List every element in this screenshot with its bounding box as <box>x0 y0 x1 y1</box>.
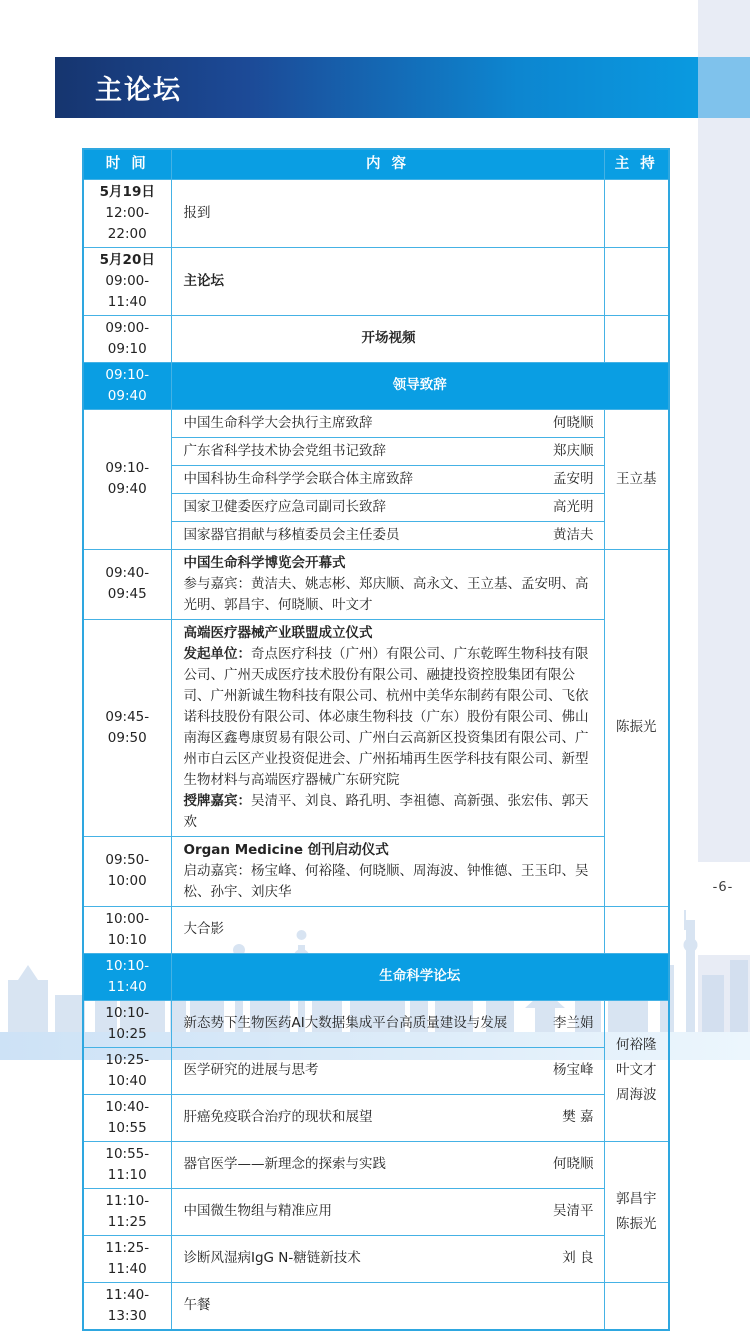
speaker-name: 郑庆顺 <box>553 442 594 459</box>
event-title: 国家器官捐献与移植委员会主任委员 <box>183 526 400 543</box>
speaker-name: 刘 良 <box>562 1250 594 1266</box>
time-cell: 09:50-10:00 <box>83 836 171 906</box>
host-cell <box>604 247 669 315</box>
page-number: -6- <box>712 880 734 895</box>
event-title: 高端医疗器械产业联盟成立仪式 <box>183 624 373 641</box>
host-name: 何裕隆 <box>616 1037 657 1053</box>
row-lunch <box>83 1282 669 1330</box>
content-cell: 大合影 <box>171 906 604 953</box>
time-cell: 10:55-11:10 <box>83 1141 171 1188</box>
host-name: 周海波 <box>616 1087 657 1103</box>
talk-title: 医学研究的进展与思考 <box>183 1062 319 1078</box>
row-talk <box>83 1047 669 1094</box>
event-title: 国家卫健委医疗应急司副司长致辞 <box>183 498 386 515</box>
speaker-name: 高光明 <box>553 498 594 515</box>
content-cell <box>171 409 604 437</box>
time-cell: 11:40-13:30 <box>83 1282 171 1330</box>
guest-names: 黄洁夫、姚志彬、郑庆顺、高永文、王立基、孟安明、高光明、郭昌宇、何晓顺、叶文才 <box>183 575 589 613</box>
content-cell <box>171 836 604 906</box>
row-talk <box>83 1000 669 1047</box>
initiator-names: 奇点医疗科技（广州）有限公司、广东乾晖生物科技有限公司、广州天成医疗技术股份有限公司、融捷投资控股集团有限公司、广州新诚生物科技有限公司、杭州中美华东制药有限公司、飞依诺科技股份有限公司、体必康生物科技（广东）股份有限公司、佛山南海区鑫粤康贸易有限公司、广州白云高新区投资集团有限公司、广州市白云区产业投资促进会、广州拓埔再生医学科技有限公司、新型生物材料与高端医疗器械广东研究院 <box>183 645 589 788</box>
time-cell: 10:40-10:55 <box>83 1094 171 1141</box>
row-expo-opening <box>83 549 669 619</box>
host-cell: 王立基 <box>604 409 669 549</box>
time-label: 09:00-11:40 <box>105 272 150 310</box>
content-cell <box>171 549 604 619</box>
content-cell <box>171 1235 604 1282</box>
host-header-cell: 主 持 <box>604 149 669 179</box>
section-title: 生命科学论坛 <box>171 953 669 1000</box>
initiators-label: 发起单位： <box>183 645 251 662</box>
speaker-name: 杨宝峰 <box>553 1062 594 1078</box>
speaker-name: 黄洁夫 <box>553 526 594 543</box>
row-section-leaders <box>83 362 669 409</box>
row-speech <box>83 521 669 549</box>
content-cell <box>171 1188 604 1235</box>
content-cell <box>171 1000 604 1047</box>
speaker-name: 樊 嘉 <box>562 1109 594 1125</box>
award-label: 授牌嘉宾： <box>183 792 251 809</box>
guest-names: 杨宝峰、何裕隆、何晓顺、周海波、钟惟德、王玉印、吴松、孙宇、刘庆华 <box>183 862 589 900</box>
row-registration <box>83 179 669 247</box>
content-cell <box>171 521 604 549</box>
time-cell: 11:25-11:40 <box>83 1235 171 1282</box>
row-opening-video <box>83 315 669 362</box>
time-cell: 09:00-09:10 <box>83 315 171 362</box>
time-cell: 10:00-10:10 <box>83 906 171 953</box>
talk-title: 中国微生物组与精准应用 <box>183 1203 332 1219</box>
content-cell <box>171 437 604 465</box>
row-speech <box>83 493 669 521</box>
award-guest-names: 吴清平、刘良、路孔明、李祖德、高新强、张宏伟、郭天欢 <box>183 792 589 830</box>
time-cell: 11:10-11:25 <box>83 1188 171 1235</box>
right-strip-middle <box>698 118 750 862</box>
row-section-life-science <box>83 953 669 1000</box>
row-speech <box>83 409 669 437</box>
host-name: 叶文才 <box>616 1062 657 1078</box>
time-cell: 09:10-09:40 <box>83 362 171 409</box>
event-title: 中国科协生命科学学会联合体主席致辞 <box>183 470 413 487</box>
time-cell <box>83 179 171 247</box>
content-cell: 报到 <box>171 179 604 247</box>
row-speech <box>83 465 669 493</box>
guests-label: 启动嘉宾： <box>183 862 251 879</box>
time-label: 12:00-22:00 <box>105 204 150 242</box>
content-cell <box>171 493 604 521</box>
row-talk <box>83 1141 669 1188</box>
guests-label: 参与嘉宾： <box>183 575 251 592</box>
time-cell: 10:10-10:25 <box>83 1000 171 1047</box>
host-cell <box>604 315 669 362</box>
banner-title: 主论坛 <box>95 75 182 106</box>
time-cell: 10:10-11:40 <box>83 953 171 1000</box>
speaker-name: 李兰娟 <box>553 1015 594 1031</box>
row-speech <box>83 437 669 465</box>
talk-title: 肝癌免疫联合治疗的现状和展望 <box>183 1109 373 1125</box>
speaker-name: 何晓顺 <box>553 1156 594 1172</box>
host-cell <box>604 1282 669 1330</box>
talk-title: 器官医学——新理念的探索与实践 <box>183 1156 386 1172</box>
row-talk <box>83 1235 669 1282</box>
main-banner <box>55 57 698 118</box>
date-label: 5月20日 <box>99 251 155 268</box>
host-name: 郭昌宇 <box>616 1190 657 1207</box>
time-cell: 09:40-09:45 <box>83 549 171 619</box>
time-cell <box>83 247 171 315</box>
host-cell <box>604 1000 669 1141</box>
time-cell: 09:10-09:40 <box>83 409 171 549</box>
section-title: 领导致辞 <box>171 362 669 409</box>
time-cell: 10:25-10:40 <box>83 1047 171 1094</box>
host-cell: 陈振光 <box>604 549 669 906</box>
event-title: 中国生命科学大会执行主席致辞 <box>183 414 373 431</box>
content-cell <box>171 619 604 836</box>
host-cell <box>604 179 669 247</box>
host-name: 陈振光 <box>616 1215 657 1232</box>
row-journal-launch <box>83 836 669 906</box>
schedule-table <box>82 148 670 1331</box>
table-header-row <box>83 149 669 179</box>
content-cell <box>171 1047 604 1094</box>
content-header-cell: 内 容 <box>171 149 604 179</box>
event-title: Organ Medicine 创刊启动仪式 <box>183 841 389 858</box>
right-strip-top <box>698 0 750 57</box>
speaker-name: 吴清平 <box>553 1203 594 1219</box>
content-cell: 开场视频 <box>171 315 604 362</box>
time-cell: 09:45-09:50 <box>83 619 171 836</box>
host-cell <box>604 906 669 953</box>
content-cell: 午餐 <box>171 1282 604 1330</box>
talk-title: 新态势下生物医药AI大数据集成平台高质量建设与发展 <box>183 1015 508 1031</box>
row-talk <box>83 1094 669 1141</box>
speaker-name: 孟安明 <box>553 470 594 487</box>
content-cell <box>171 465 604 493</box>
row-forum <box>83 247 669 315</box>
speaker-name: 何晓顺 <box>553 414 594 431</box>
host-cell <box>604 1141 669 1282</box>
content-cell <box>171 1141 604 1188</box>
right-strip-banner-segment <box>698 57 750 118</box>
row-group-photo <box>83 906 669 953</box>
content-cell <box>171 1094 604 1141</box>
row-alliance-ceremony <box>83 619 669 836</box>
content-cell: 主论坛 <box>171 247 604 315</box>
talk-title: 诊断风湿病IgG N-糖链新技术 <box>183 1250 361 1266</box>
row-talk <box>83 1188 669 1235</box>
time-header-cell: 时 间 <box>83 149 171 179</box>
event-title: 广东省科学技术协会党组书记致辞 <box>183 442 386 459</box>
date-label: 5月19日 <box>99 183 155 200</box>
event-title: 中国生命科学博览会开幕式 <box>183 554 346 571</box>
